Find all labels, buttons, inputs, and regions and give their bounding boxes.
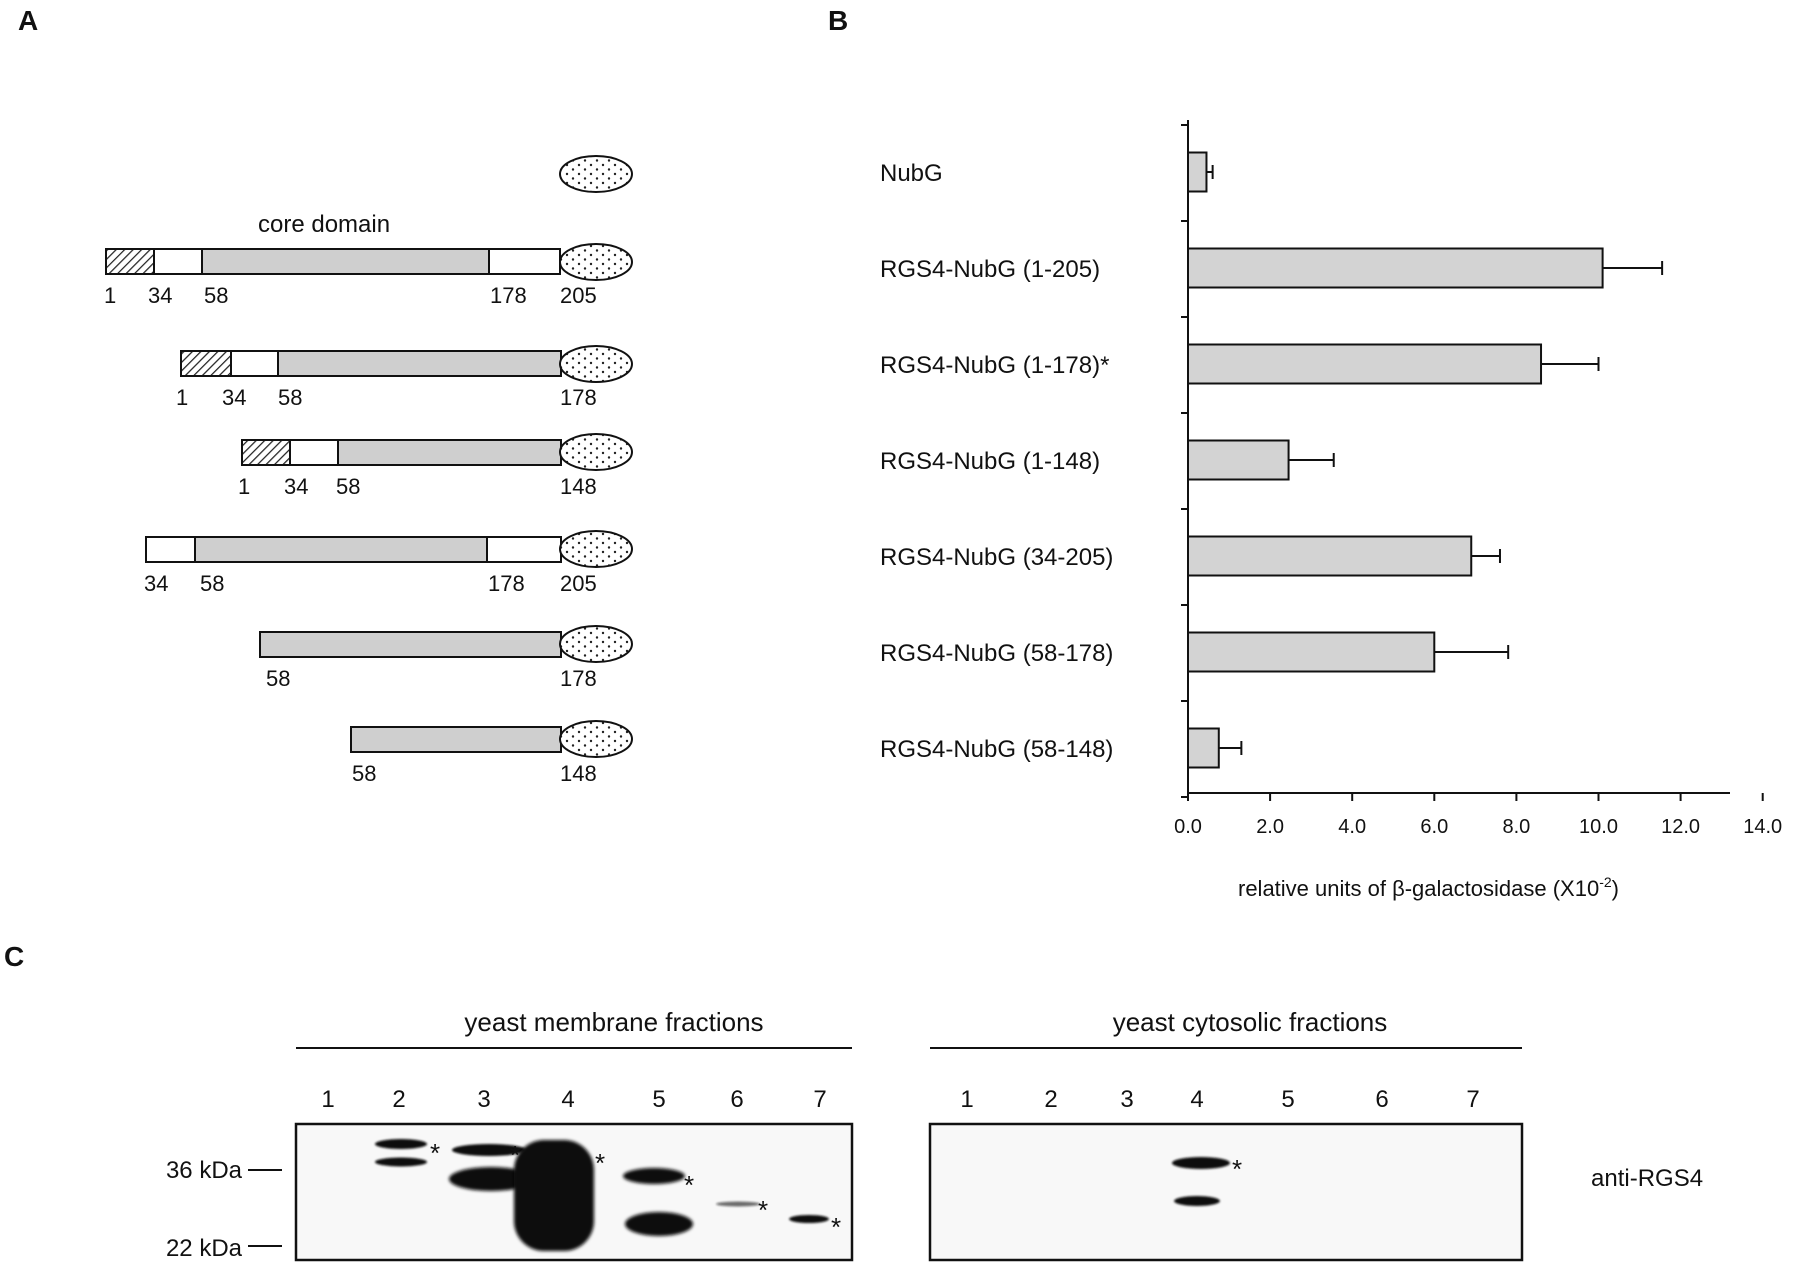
construct-1-205 (104, 244, 632, 308)
x-axis-label: relative units of β-galactosidase $(X10^{-2})$ (1238, 874, 1619, 901)
cytosolic-title: yeast cytosolic fractions (1112, 1007, 1388, 1037)
tick-label: 205 (560, 571, 597, 596)
star-marker: * (1232, 1154, 1243, 1184)
category-label: RGS4-NubG (34-205) (880, 544, 1114, 571)
panel-b-label: B (828, 5, 849, 36)
lane-number: 3 (477, 1086, 491, 1113)
tick-label: 148 (560, 474, 597, 499)
marker-36kda: 36 kDa (165, 1157, 242, 1184)
antibody-label: anti-RGS4 (1591, 1165, 1704, 1192)
lane-number: 4 (1190, 1086, 1204, 1113)
star-marker: * (510, 1140, 521, 1170)
x-tick-label: 8.0 (1502, 816, 1531, 838)
category-label: NubG (880, 160, 943, 187)
lane-number: 7 (813, 1086, 827, 1113)
tick-label: 178 (490, 283, 527, 308)
x-tick-label: 0.0 (1174, 816, 1202, 838)
bar (1188, 441, 1289, 480)
membrane-title: yeast membrane fractions (464, 1007, 764, 1037)
category-label: RGS4-NubG (1-205) (880, 256, 1101, 283)
tick-label: 58 (336, 474, 361, 499)
tick-label: 58 (266, 666, 291, 691)
x-tick-label: 14.0 (1743, 816, 1783, 838)
tick-label: 58 (352, 761, 377, 786)
nubg-ellipse (560, 156, 632, 192)
tick-label: 1 (104, 283, 117, 308)
lane-number: 1 (321, 1086, 335, 1113)
tick-label: 34 (222, 385, 247, 410)
category-label: RGS4-NubG (58-148) (880, 736, 1114, 763)
tick-label: 1 (176, 385, 189, 410)
tick-label: 58 (200, 571, 225, 596)
bar (1188, 345, 1541, 384)
tick-label: 178 (560, 385, 597, 410)
bar (1188, 633, 1434, 672)
tick-label: 178 (488, 571, 525, 596)
construct-1-178 (176, 346, 632, 410)
construct-58-148 (351, 721, 632, 786)
lane-number: 5 (652, 1086, 666, 1113)
tick-label: 148 (560, 761, 597, 786)
lane-number: 3 (1120, 1086, 1134, 1113)
bar (1188, 153, 1206, 192)
lane-number: 6 (1375, 1086, 1389, 1113)
membrane-blot (296, 1124, 852, 1260)
bar-chart (880, 120, 1782, 901)
lane-number: 7 (1466, 1086, 1480, 1113)
x-tick-label: 4.0 (1338, 816, 1367, 838)
cytosolic-blot (930, 1124, 1522, 1260)
category-label: RGS4-NubG (1-178)* (880, 352, 1110, 379)
tick-label: 58 (204, 283, 229, 308)
lane-number: 6 (730, 1086, 744, 1113)
bar (1188, 249, 1603, 288)
star-marker: * (595, 1148, 606, 1178)
panel-a-constructs (104, 156, 632, 786)
construct-58-178 (260, 626, 632, 691)
bar (1188, 537, 1471, 576)
tick-label: 58 (278, 385, 303, 410)
tick-label: 34 (144, 571, 169, 596)
marker-22kda: 22 kDa (165, 1235, 242, 1262)
star-marker: * (758, 1195, 769, 1225)
panel-c-western-blots (166, 1007, 1703, 1262)
tick-label: 34 (284, 474, 309, 499)
tick-label: 34 (148, 283, 173, 308)
star-marker: * (684, 1170, 695, 1200)
lane-number: 4 (561, 1086, 575, 1113)
tick-label: 205 (560, 283, 597, 308)
construct-34-205 (144, 531, 632, 596)
core-domain-label: core domain (258, 211, 391, 238)
lane-number: 5 (1281, 1086, 1295, 1113)
x-tick-label: 2.0 (1256, 816, 1285, 838)
category-label: RGS4-NubG (1-148) (880, 448, 1101, 475)
panel-a-label: A (18, 5, 39, 36)
x-tick-label: 12.0 (1661, 816, 1701, 838)
x-tick-label: 6.0 (1420, 816, 1449, 838)
tick-label: 178 (560, 666, 597, 691)
star-marker: * (430, 1138, 441, 1168)
lane-number: 2 (1044, 1086, 1058, 1113)
lane-number: 2 (392, 1086, 406, 1113)
bar (1188, 729, 1219, 768)
lane-number: 1 (960, 1086, 974, 1113)
category-label: RGS4-NubG (58-178) (880, 640, 1114, 667)
tick-label: 1 (238, 474, 251, 499)
construct-1-148 (238, 434, 632, 499)
star-marker: * (831, 1212, 842, 1242)
panel-c-label: C (4, 941, 25, 972)
x-tick-label: 10.0 (1579, 816, 1618, 838)
